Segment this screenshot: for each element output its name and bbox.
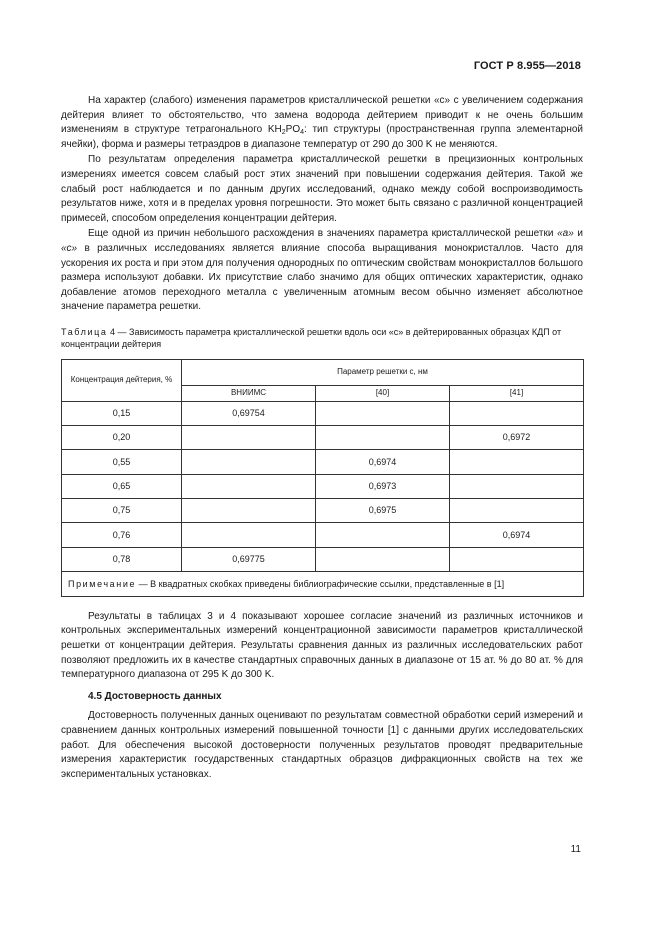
column-header-source: [41] [450,385,584,401]
section-title: 4.5 Достоверность данных [88,690,222,702]
data-table [61,359,584,597]
table-note-row [62,571,584,596]
table-row: 0,15 0,69754 [62,401,584,425]
table-row: 0,76 0,6974 [62,523,584,547]
paragraph-3: Еще одной из причин небольшого расхождения в значениях параметра кристаллической решетки «a» и «c» в различных исследованиях является влияние способа выращивания монокристаллов. Часто для ускорения их роста и при этом для получения однородных по оптическим свойствам монокристаллов большого размера используют добавки. Их присутствие слабо значимо для общих оптических характеристик, однако добавление атомов переходного металла с увеличенным атомным весом обычно изменяет абсолютное значение параметра решетки. [61,228,583,313]
paragraph-5: Достоверность полученных данных оценивают по результатам совместной обработки серий измерений и сравнением данных контрольных измерений повышенной точности [1] с данными других исследовательских работ. Для обеспечения высокой достоверности полученных результатов проводят предварительные измерения характеристик государственных стандартных образцов дифракционных свойств на тех же экспериментальных установках. [61,710,583,780]
table-row: 0,55 0,6974 [62,450,584,474]
paragraph-2: По результатам определения параметра кристаллической решетки в прецизионных контрольных измерениях имеется совсем слабый рост этих значений при повышении содержания дейтерия. Такой же слабый рост наблюдается и по данным других исследований, однако между собой воспроизводимость результатов ниже, хотя и в пределах уровня погрешности. Это может быть связано с различной концентрацией примесей, способом определения концентрации дейтерия. [61,154,583,224]
column-header-source: [40] [316,385,450,401]
table-row: 0,78 0,69775 [62,547,584,571]
table-row: 0,65 0,6973 [62,474,584,498]
table-row: 0,20 0,6972 [62,426,584,450]
standard-code: ГОСТ Р 8.955—2018 [473,60,581,72]
column-header-concentration: Концентрация дейтерия, % [62,359,182,401]
column-header-source: ВНИИМС [182,385,316,401]
column-header-parameter: Параметр решетки c, нм [182,359,584,385]
paragraph-4: Результаты в таблицах 3 и 4 показывают хорошее согласие значений из различных источников и контрольных экспериментальных измерений концентрационной зависимости параметров кристаллической решетки от концентрации дейтерия. Результаты сравнения данных из различных исследовательских работ позволяют предложить их в качестве стандартных справочных данных в диапазоне от 15 ат. % до 80 ат. % для температурного диапазона от 295 K до 300 K. [61,610,583,681]
page-number: 11 [570,844,581,855]
table-note: Примечание — В квадратных скобках приведены библиографические ссылки, представленные в [1] [62,571,584,596]
paragraph-1: На характер (слабого) изменения параметров кристаллической решетки «c» c увеличением содержания дейтерия влияет то обстоятельство, что замена водорода дейтерием приводит к не очень большим изменениям в структуре тетрагонального $KH_2PO_4$: тип структуры (пространственная группа элементарной ячейки), форма и размеры тетраэдров в диапазоне температур от 290 до 300 K не меняются. [61,95,583,150]
table-caption: Таблица 4 — Зависимость параметра кристаллической решетки вдоль оси «c» в дейтерированных образцах КДП от концентрации дейтерия [61,326,562,350]
table-row: 0,75 0,6975 [62,498,584,522]
body-text [61,94,583,782]
